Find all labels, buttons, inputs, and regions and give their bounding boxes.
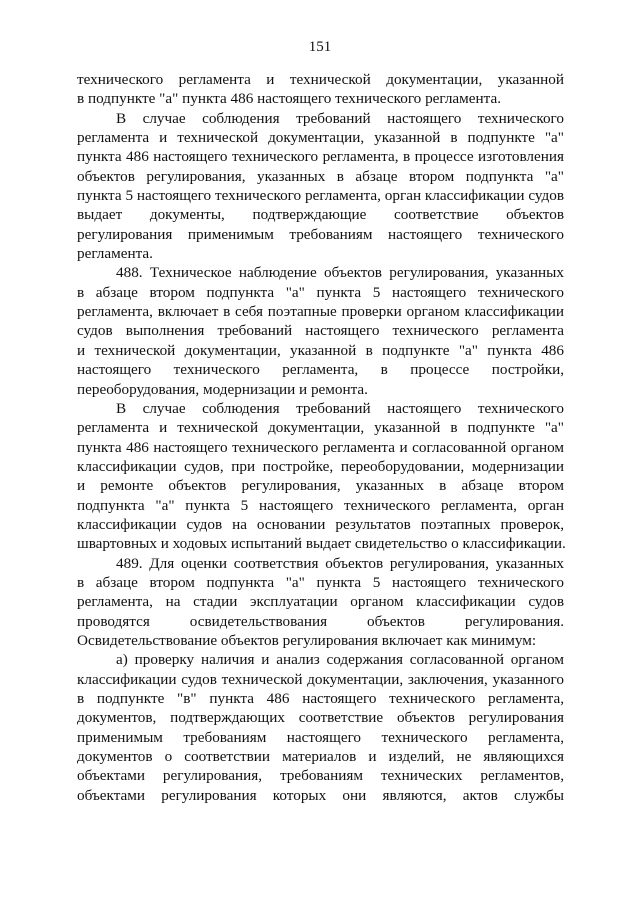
text-line: классификации судов на основании результатов поэтапных проверок, [77, 515, 564, 533]
text-line: и ремонте объектов регулирования, указанных в абзаце втором [77, 477, 564, 495]
text-line: документов о соответствии материалов и изделий, не являющихся [77, 748, 564, 766]
text-line: и технической документации, указанной в подпункте "а" пункта 486 [77, 341, 564, 359]
text-line: Освидетельствование объектов регулирования включает как минимум: [77, 631, 537, 649]
text-line: регламента, включает в себя поэтапные проверки органом классификации [77, 303, 564, 321]
text-line: в абзаце втором подпункта "а" пункта 5 настоящего технического [77, 283, 564, 301]
text-line: выдает документы, подтверждающие соответствие объектов [77, 206, 564, 224]
text-line: швартовных и ходовых испытаний выдает свидетельство о классификации. [77, 535, 566, 553]
text-line: переоборудования, модернизации и ремонта. [77, 380, 368, 398]
text-line: пункта 5 настоящего технического регламента, орган классификации судов [77, 187, 564, 205]
text-line: в абзаце втором подпункта "а" пункта 5 настоящего технического [77, 573, 564, 591]
text-line: регламента и технической документации, указанной в подпункте "а" [77, 129, 564, 147]
text-line: пункта 486 настоящего технического регламента, в процессе изготовления [77, 148, 564, 166]
text-line: объектами регулирования которых они являются, актов службы [77, 786, 564, 804]
text-line: документов, подтверждающих соответствие объектов регулирования [77, 709, 564, 727]
text-line: регламента. [77, 245, 153, 263]
text-line: регламента, на стадии эксплуатации органом классификации судов [77, 593, 564, 611]
text-line: классификации судов, при постройке, переоборудовании, модернизации [77, 457, 564, 475]
text-line: в подпункте "в" пункта 486 настоящего технического регламента, [77, 690, 564, 707]
text-line: В случае соблюдения требований настоящего технического [116, 399, 564, 417]
text-line: регламента и технической документации, указанной в подпункте "а" [77, 419, 564, 437]
text-line: технического регламента и технической документации, указанной [77, 71, 564, 88]
text-line: В случае соблюдения требований настоящего технического [116, 109, 564, 127]
text-line: 489. Для оценки соответствия объектов регулирования, указанных [116, 554, 564, 572]
text-line: регулирования применимым требованиям настоящего технического [77, 225, 564, 243]
text-line: в подпункте "а" пункта 486 настоящего технического регламента. [77, 90, 502, 108]
document-body [77, 70, 564, 805]
text-line: судов выполнения требований настоящего технического регламента [77, 322, 564, 340]
page-number: 151 [308, 39, 332, 55]
text-line: применимым требованиям настоящего технического регламента, [77, 728, 564, 746]
text-line: а) проверку наличия и анализ содержания согласованной органом [116, 651, 564, 669]
text-line: 488. Техническое наблюдение объектов регулирования, указанных [116, 264, 564, 282]
text-line: настоящего технического регламента, в процессе постройки, [77, 361, 564, 379]
text-line: пункта 486 настоящего технического регламента и согласованной органом [77, 438, 564, 456]
text-line: объектов регулирования, указанных в абзаце втором подпункта "а" [77, 167, 564, 185]
text-line: проводятся освидетельствования объектов регулирования. [77, 612, 564, 630]
text-line: подпункта "а" пункта 5 настоящего технического регламента, орган [77, 496, 564, 514]
text-line: объектами регулирования, требованиям технических регламентов, [77, 767, 564, 785]
text-line: классификации судов технической документации, заключения, указанного [77, 670, 564, 688]
